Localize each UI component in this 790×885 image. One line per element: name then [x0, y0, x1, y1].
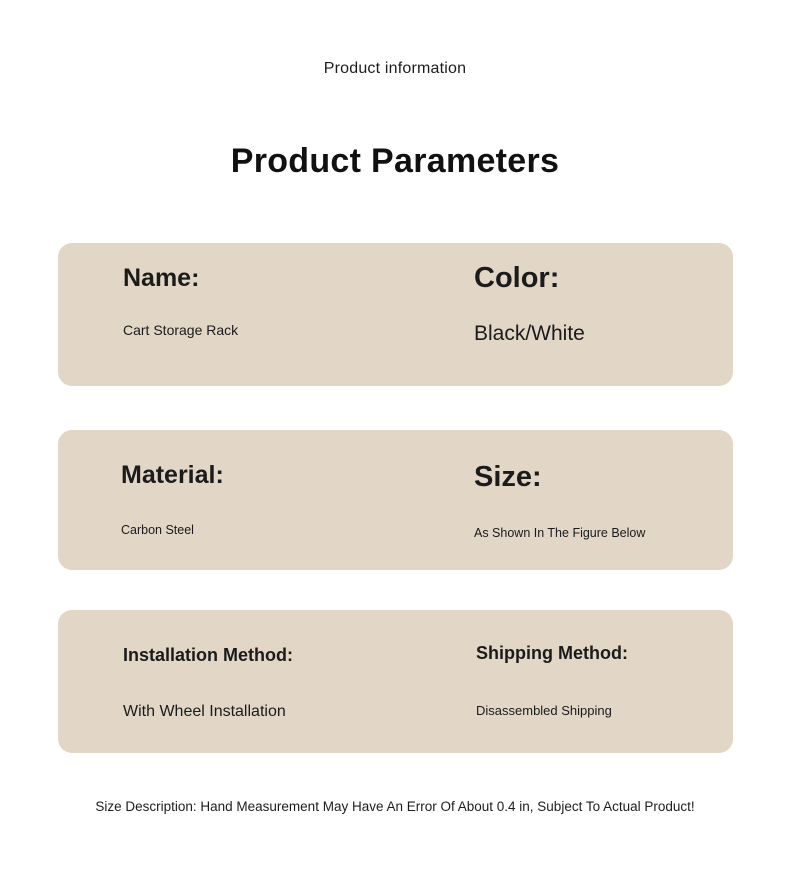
parameter-label: Size: — [474, 461, 542, 493]
parameter-cell-size — [474, 462, 645, 541]
parameter-cell-material — [121, 462, 224, 538]
parameter-label: Name: — [123, 264, 200, 292]
parameter-label: Material: — [121, 461, 224, 489]
parameter-label: Color: — [474, 262, 560, 294]
parameter-cell-name — [123, 265, 238, 338]
page-subtitle: Product information — [323, 60, 467, 77]
parameter-cell-shipping-method — [476, 644, 628, 718]
parameter-cell-color — [474, 263, 585, 346]
parameter-cell-installation-method — [123, 646, 293, 721]
parameter-value: Black/White — [474, 321, 585, 345]
parameter-value: As Shown In The Figure Below — [474, 525, 646, 540]
parameter-value: Cart Storage Rack — [123, 321, 239, 338]
parameter-label: Shipping Method: — [476, 643, 628, 663]
parameter-card-2 — [58, 430, 733, 570]
parameter-card-3 — [58, 610, 733, 753]
parameter-value: Carbon Steel — [121, 522, 194, 537]
size-description-note: Size Description: Hand Measurement May Have An Error Of About 0.4 in, Subject To Actual Product! — [95, 799, 695, 814]
parameter-value: With Wheel Installation — [123, 702, 286, 720]
page-title: Product Parameters — [230, 142, 560, 180]
parameter-value: Disassembled Shipping — [476, 702, 612, 718]
parameter-card-1 — [58, 243, 733, 386]
parameter-label: Installation Method: — [123, 645, 293, 665]
